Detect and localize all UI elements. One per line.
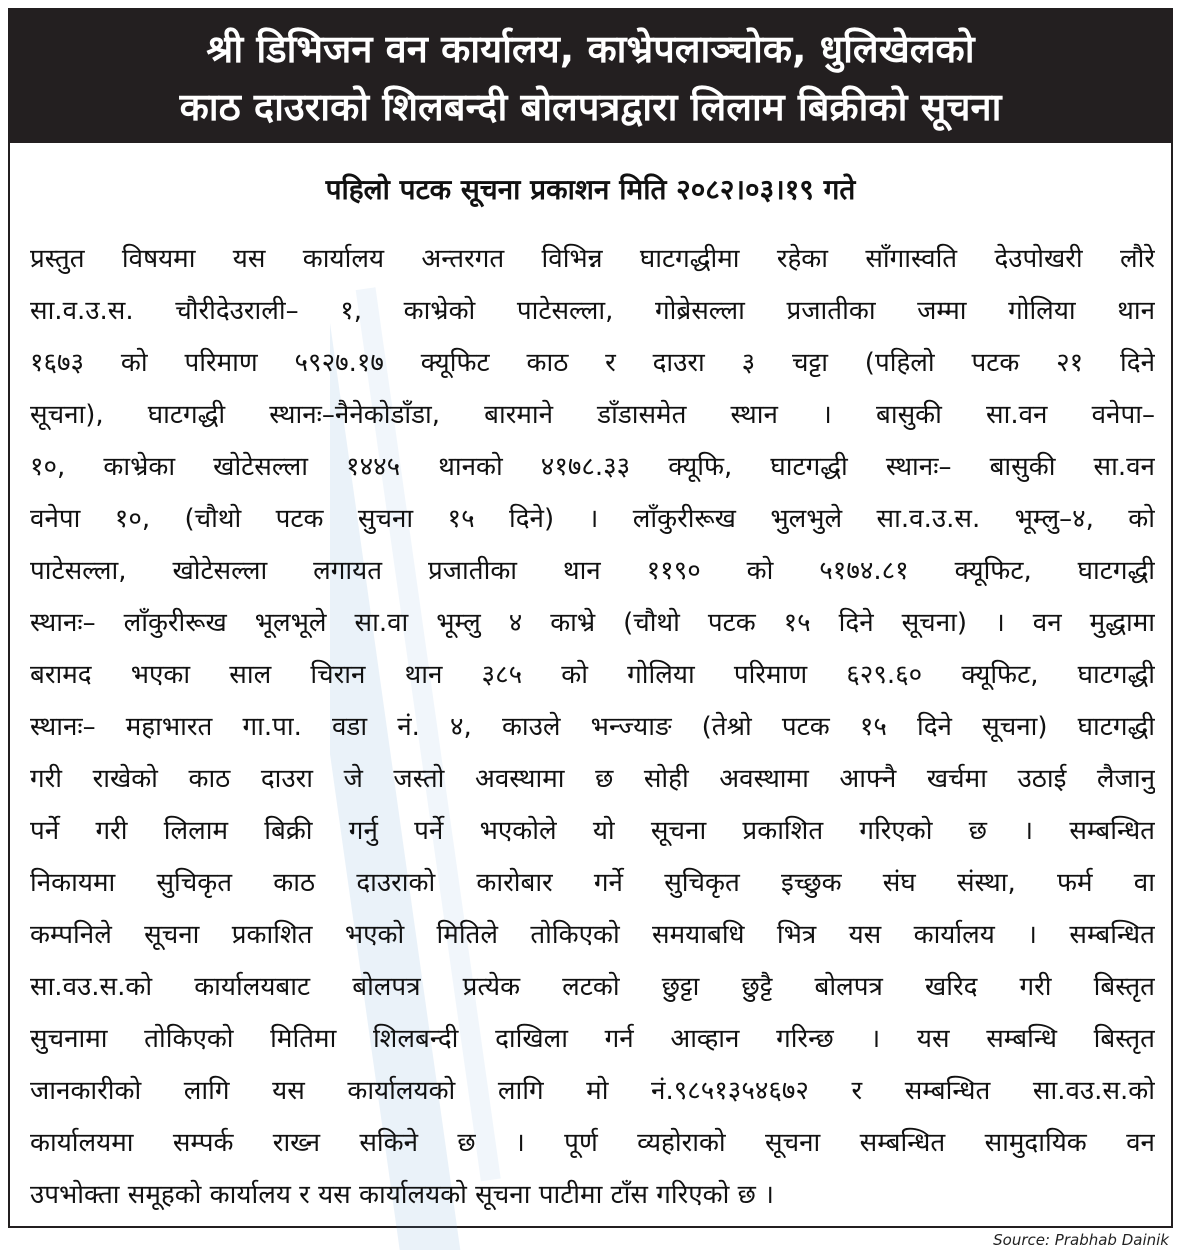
body-line: कार्यालयमा सम्पर्क राख्न सकिने छ । पूर्ण व्यहोराको सूचना सम्बन्धित सामुदायिक वन bbox=[30, 1128, 1155, 1158]
header-title-line-1: श्री डिभिजन वन कार्यालय, काभ्रेपलाञ्चोक, धुलिखेलको bbox=[206, 27, 975, 71]
body-line: सूचना), घाटगद्धी स्थानः–नैनेकोडाँडा, बारमाने डाँडासमेत स्थान । बासुकी सा.वन वनेपा– bbox=[30, 400, 1155, 430]
body-line: सुचनामा तोकिएको मितिमा शिलबन्दी दाखिला गर्न आव्हान गरिन्छ । यस सम्बन्धि बिस्तृत bbox=[30, 1024, 1155, 1054]
body-line: कम्पनिले सूचना प्रकाशित भएको मितिले तोकिएको समयाबधि भित्र यस कार्यालय । सम्बन्धित bbox=[30, 920, 1155, 950]
body-line: सा.वउ.स.को कार्यालयबाट बोलपत्र प्रत्येक लटको छुट्टा छुट्टै बोलपत्र खरिद गरी बिस्तृत bbox=[30, 972, 1155, 1002]
body-line: प्रस्तुत विषयमा यस कार्यालय अन्तरगत विभिन्न घाटगद्धीमा रहेका साँगास्वति देउपोखरी लौरे bbox=[30, 244, 1155, 274]
body-line: उपभोक्ता समूहको कार्यालय र यस कार्यालयको सूचना पाटीमा टाँस गरिएको छ । bbox=[30, 1180, 774, 1210]
body-line: जानकारीको लागि यस कार्यालयको लागि मो नं.९८५१३५४६७२ र सम्बन्धित सा.वउ.स.को bbox=[30, 1076, 1155, 1106]
body-line: गरी राखेको काठ दाउरा जे जस्तो अवस्थामा छ सोही अवस्थामा आफ्नै खर्चमा उठाई लैजानु bbox=[30, 764, 1155, 794]
body-line: पाटेसल्ला, खोटेसल्ला लगायत प्रजातीका थान ११९० को ५१७४.८१ क्यूफिट, घाटगद्धी bbox=[30, 556, 1155, 586]
body-line: पर्ने गरी लिलाम बिक्री गर्नु पर्ने भएकोले यो सूचना प्रकाशित गरिएको छ । सम्बन्धित bbox=[30, 816, 1155, 846]
body-line: सा.व.उ.स. चौरीदेउराली– १, काभ्रेको पाटेसल्ला, गोब्रेसल्ला प्रजातीका जम्मा गोलिया थान bbox=[30, 296, 1155, 326]
body-line: स्थानः– महाभारत गा.पा. वडा नं. ४, काउले भन्ज्याङ (तेश्रो पटक १५ दिने सूचना) घाटगद्धी bbox=[30, 712, 1155, 742]
body-line: १०, काभ्रेका खोटेसल्ला १४४५ थानको ४१७८.३३ क्यूफि, घाटगद्धी स्थानः– बासुकी सा.वन bbox=[30, 452, 1155, 482]
body-line: निकायमा सुचिकृत काठ दाउराको कारोबार गर्ने सुचिकृत इच्छुक संघ संस्था, फर्म वा bbox=[30, 868, 1155, 898]
body-line: वनेपा १०, (चौथो पटक सुचना १५ दिने) । लाँकुरीरूख भुलभुले सा.व.उ.स. भूम्लु–४, को bbox=[30, 504, 1155, 534]
body-line: १६७३ को परिमाण ५९२७.१७ क्यूफिट काठ र दाउरा ३ चट्टा (पहिलो पटक २१ दिने bbox=[30, 348, 1155, 378]
notice-header bbox=[8, 8, 1173, 143]
body-line: स्थानः– लाँकुरीरूख भूलभूले सा.वा भूम्लु ४ काभ्रे (चौथो पटक १५ दिने सूचना) । वन मुद्धामा bbox=[30, 608, 1155, 638]
notice-body-text bbox=[30, 233, 1155, 1221]
header-title-line-2: काठ दाउराको शिलबन्दी बोलपत्रद्वारा लिलाम बिक्रीको सूचना bbox=[179, 85, 1002, 129]
publication-date-line: पहिलो पटक सूचना प्रकाशन मिति २०८२।०३।१९ गते bbox=[325, 173, 856, 206]
source-credit: Source: Prabhab Dainik bbox=[993, 1231, 1169, 1249]
body-line: बरामद भएका साल चिरान थान ३८५ को गोलिया परिमाण ६२९.६० क्यूफिट, घाटगद्धी bbox=[30, 660, 1155, 690]
